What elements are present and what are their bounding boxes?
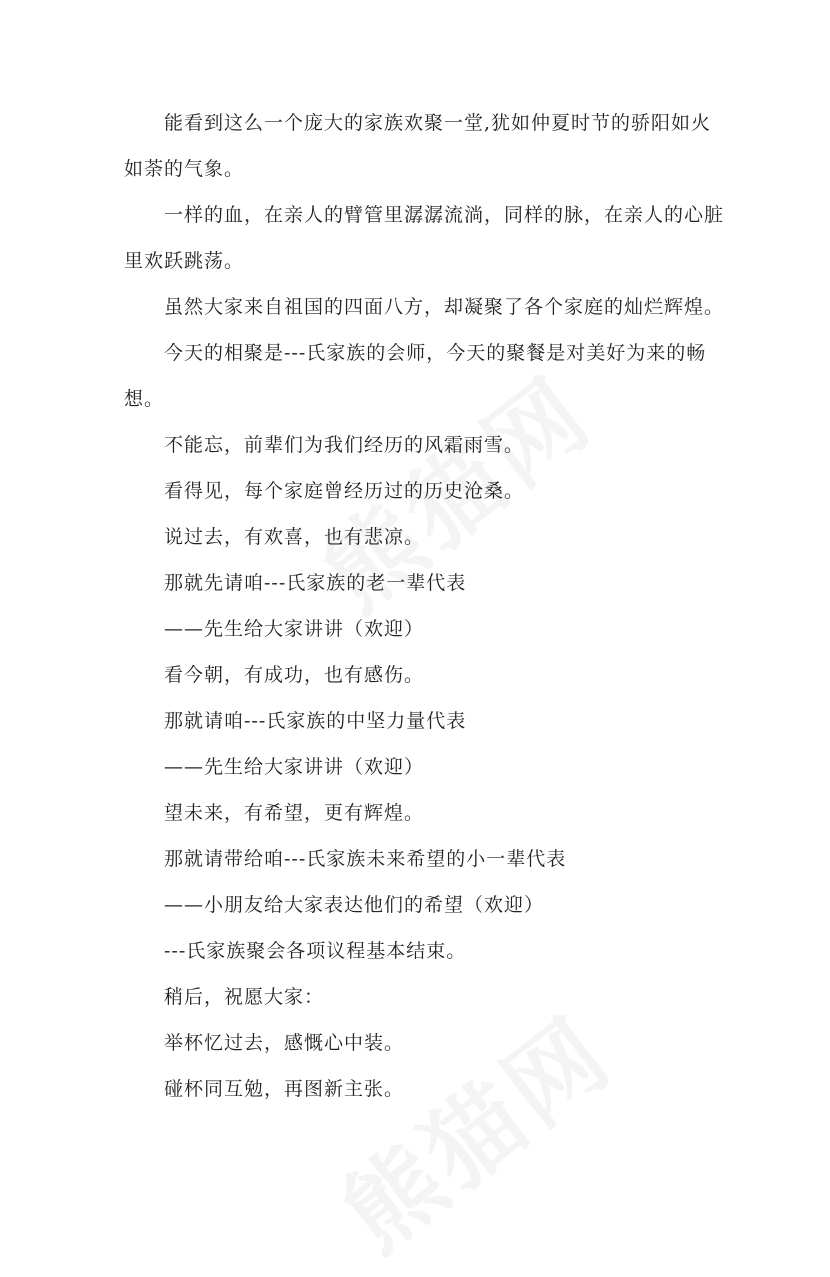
paragraph: 虽然大家来自祖国的四面八方，却凝聚了各个家庭的灿烂辉煌。 (164, 296, 725, 318)
paragraph: 举杯忆过去，感慨心中装。 (164, 1032, 405, 1054)
paragraph: ---氏家族聚会各项议程基本结束。 (164, 940, 467, 962)
paragraph: 那就请咱---氏家族的中坚力量代表 (164, 710, 467, 732)
paragraph: ——先生给大家讲讲（欢迎） (164, 756, 425, 778)
paragraph: 望未来，有希望，更有辉煌。 (164, 802, 425, 824)
paragraph: 那就请带给咱---氏家族未来希望的小一辈代表 (164, 848, 567, 870)
paragraph: 看得见，每个家庭曾经历过的历史沧桑。 (164, 480, 525, 502)
paragraph: 能看到这么一个庞大的家族欢聚一堂,犹如仲夏时节的骄阳如火如荼的气象。 (124, 112, 712, 180)
paragraph: ——先生给大家讲讲（欢迎） (164, 618, 425, 640)
paragraph: 今天的相聚是---氏家族的会师，今天的聚餐是对美好为来的畅想。 (124, 342, 707, 410)
paragraph: 碰杯同互勉，再图新主张。 (164, 1078, 405, 1100)
document-body (124, 100, 724, 1112)
paragraph: 说过去，有欢喜，也有悲凉。 (164, 526, 425, 548)
paragraph: 稍后，祝愿大家： (164, 986, 325, 1008)
paragraph: 不能忘，前辈们为我们经历的风霜雨雪。 (164, 434, 525, 456)
paragraph: 看今朝，有成功，也有感伤。 (164, 664, 425, 686)
paragraph: 那就先请咱---氏家族的老一辈代表 (164, 572, 467, 594)
paragraph: ——小朋友给大家表达他们的希望（欢迎） (164, 894, 545, 916)
paragraph: 一样的血，在亲人的臂管里潺潺流淌，同样的脉，在亲人的心脏里欢跃跳荡。 (124, 204, 725, 272)
